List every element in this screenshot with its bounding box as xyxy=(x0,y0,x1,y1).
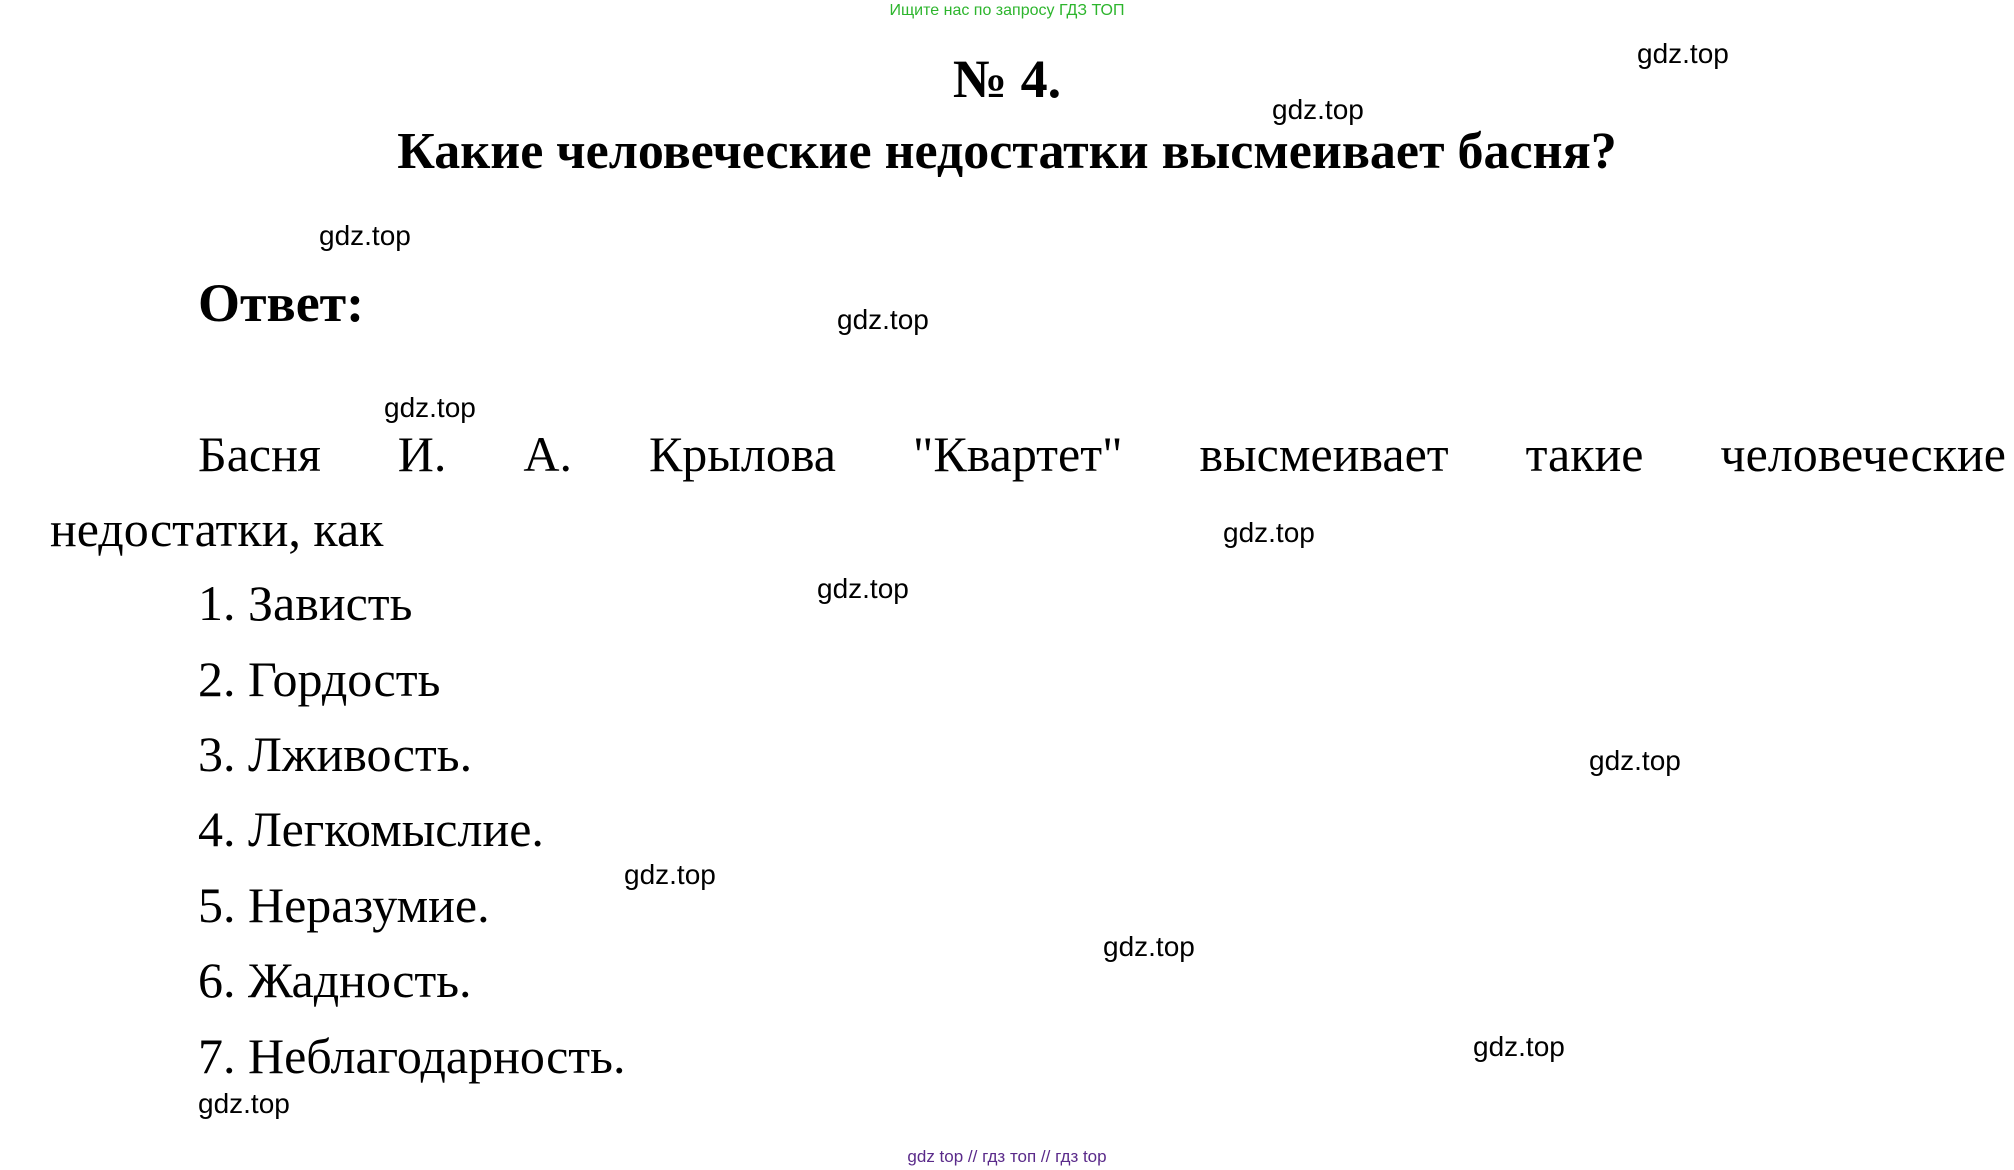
watermark: gdz.top xyxy=(1637,38,1729,69)
top-banner: Ищите нас по запросу ГДЗ ТОП xyxy=(889,2,1125,19)
watermark: gdz.top xyxy=(817,573,909,604)
list-item: 4. Легкомыслие. xyxy=(198,801,544,857)
answer-label: Ответ: xyxy=(198,273,365,333)
watermark: gdz.top xyxy=(1103,931,1195,962)
task-question: Какие человеческие недостатки высмеивает басня? xyxy=(397,123,1617,180)
list-item: 6. Жадность. xyxy=(198,952,472,1008)
answer-intro-line-2: недостатки, как xyxy=(50,501,384,557)
watermark: gdz.top xyxy=(384,392,476,423)
answer-intro-line-1: Басня И. А. Крылова "Квартет" высмеивает такие человеческие xyxy=(198,426,2006,482)
list-item: 5. Неразумие. xyxy=(198,877,490,933)
watermark: gdz.top xyxy=(1272,94,1364,125)
watermark: gdz.top xyxy=(837,304,929,335)
watermark: gdz.top xyxy=(1589,745,1681,776)
watermark: gdz.top xyxy=(624,859,716,890)
list-item: 3. Лживость. xyxy=(198,726,473,782)
footer-links: gdz top // гдз топ // гдз top xyxy=(907,1147,1107,1166)
watermark: gdz.top xyxy=(1473,1031,1565,1062)
task-number: № 4. xyxy=(952,49,1062,109)
list-item: 1. Зависть xyxy=(198,575,413,631)
watermark: gdz.top xyxy=(1223,517,1315,548)
list-item: 7. Неблагодарность. xyxy=(198,1028,626,1084)
watermark: gdz.top xyxy=(319,220,411,251)
watermark: gdz.top xyxy=(198,1088,290,1119)
list-item: 2. Гордость xyxy=(198,651,441,707)
